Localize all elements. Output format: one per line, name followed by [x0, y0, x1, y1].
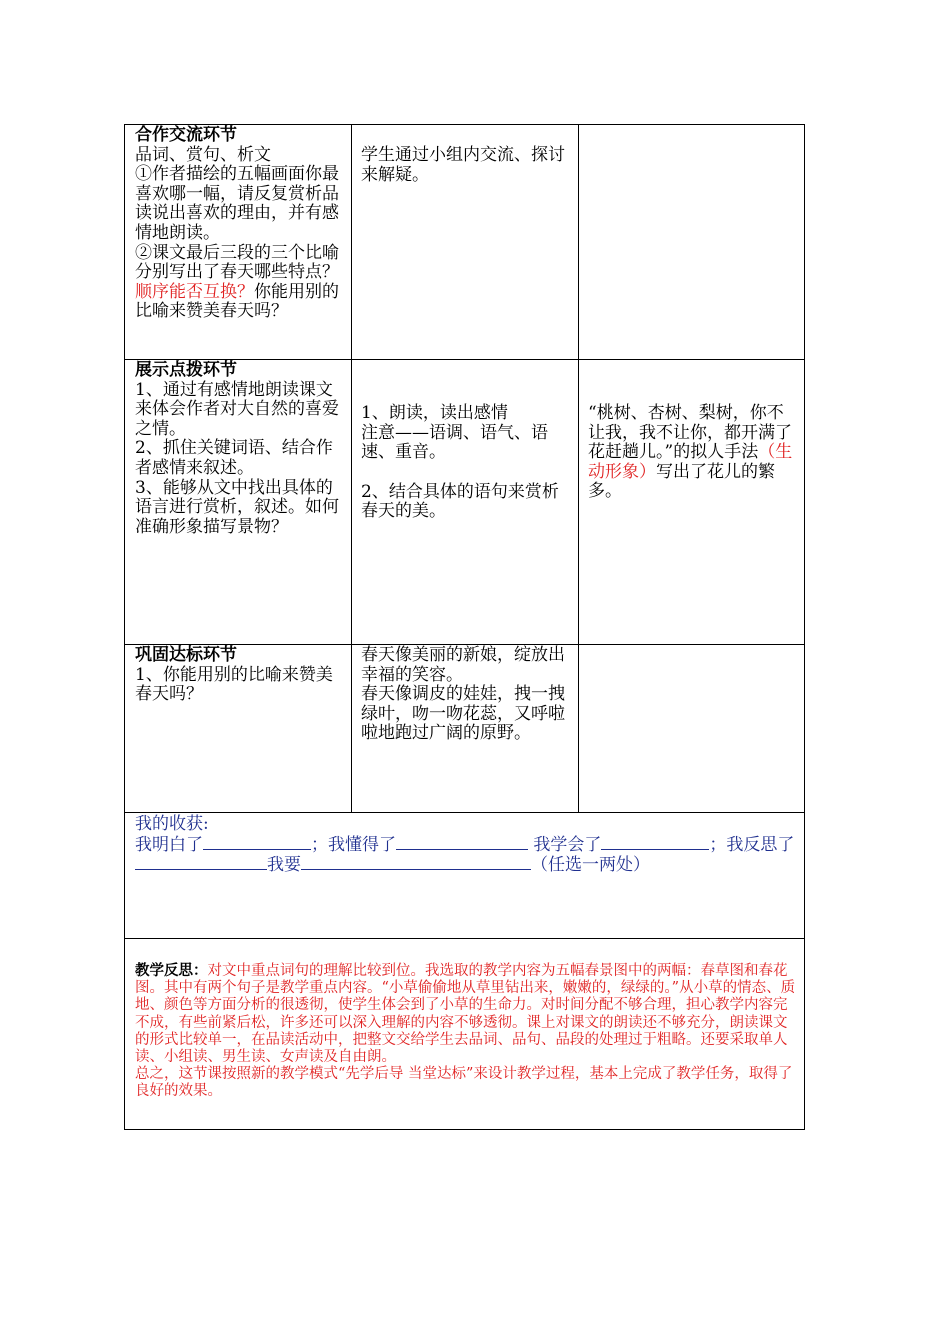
- cooperate-student-cell: [361, 146, 573, 185]
- cooperate-student: 学生通过小组内交流、探讨来解疑。: [361, 145, 565, 185]
- display-p1: 1、通过有感情地朗读课文来体会作者对大自然的喜爱之情。: [135, 379, 339, 439]
- harvest-blank-1[interactable]: [203, 835, 311, 850]
- cooperate-title: 合作交流环节: [135, 125, 237, 145]
- harvest-blank-2[interactable]: [396, 835, 528, 850]
- cooperate-q2-suffix: 你能用别的比喻来赞美春天吗？: [135, 281, 339, 322]
- column-divider-2: [578, 124, 579, 813]
- harvest-s4: ；我反思了: [709, 834, 795, 855]
- reflection-body-paragraph: [135, 962, 799, 1066]
- consolidate-student1: 春天像美丽的新娘，绽放出幸福的笑容。: [361, 645, 565, 685]
- display-note: [588, 404, 800, 502]
- harvest-line1: [135, 835, 801, 876]
- harvest-blank-3[interactable]: [601, 835, 709, 850]
- cooperate-q2-red: 顺序能否互换？: [135, 281, 254, 302]
- cooperate-teacher-cell: [135, 126, 345, 322]
- reflection-summary: 总之，这节课按照新的教学模式“先学后导 当堂达标”来设计教学过程，基本上完成了教学任务，取得了良好的效果。: [135, 1066, 793, 1100]
- display-note-suffix: 写出了花儿的繁多。: [588, 461, 775, 502]
- display-p2: 2、抓住关键词语、结合作者感情来叙述。: [135, 438, 333, 478]
- consolidate-p1: 1、你能用别的比喻来赞美春天吗？: [135, 664, 333, 705]
- consolidate-student-cell: [361, 646, 573, 744]
- reflection-label: 教学反思：: [135, 962, 208, 979]
- harvest-s3: 我学会了: [533, 834, 602, 855]
- display-note-red: （生动形象）: [588, 442, 793, 482]
- harvest-s5: 我要: [267, 855, 301, 876]
- cooperate-q2: [135, 244, 345, 322]
- harvest-s2: ；我懂得了: [311, 834, 396, 855]
- cooperate-q2-prefix: ②课文最后三段的三个比喻分别写出了春天哪些特点？: [135, 242, 339, 283]
- display-teacher-cell: [135, 361, 345, 537]
- display-note-cell: [588, 404, 800, 502]
- table-border-left: [124, 124, 125, 1130]
- display-student3: 2、结合具体的语句来赏析春天的美。: [361, 481, 559, 522]
- harvest-s1: 我明白了: [135, 834, 203, 855]
- harvest-label: 我的收获:: [135, 814, 209, 834]
- consolidate-title: 巩固达标环节: [135, 645, 237, 665]
- display-note-prefix: “桃树、杏树、梨树，你不让我，我不让你，都开满了花赶趟儿。”的拟人手法: [588, 403, 792, 463]
- display-student1: 1、朗读，读出感情: [361, 403, 508, 423]
- display-student-spacer: [361, 463, 573, 483]
- harvest-blank-5[interactable]: [301, 855, 531, 870]
- harvest-cell: [135, 815, 801, 876]
- display-title: 展示点拨环节: [135, 360, 237, 380]
- display-p3: 3、能够从文中找出具体的语言进行赏析，叙述。如何准确形象描写景物？: [135, 477, 339, 537]
- harvest-s6: （任选一两处）: [531, 855, 650, 876]
- cooperate-line1: 品词、赏句、析文: [135, 144, 271, 165]
- display-student2: 注意——语调、语气、语速、重音。: [361, 422, 548, 463]
- column-divider-1: [351, 124, 352, 813]
- harvest-blank-4[interactable]: [135, 855, 267, 870]
- display-student-cell: [361, 404, 573, 522]
- reflection-body: 对文中重点词句的理解比较到位。我选取的教学内容为五幅春景图中的两幅：春草图和春花图。其中有两个句子是教学重点内容。“小草偷偷地从草里钻出来，嫩嫩的，绿绿的。”从小草的情态、质地、颜色等方面分析的很透彻，使学生体会到了小草的生命力。对时间分配不够合理，担心教学内容完不成，有些前紧后松，许多还可以深入理解的内容不够透彻。课上对课文的朗读还不够充分，朗读课文的形式比较单一，在品读活动中，把整文交给学生去品词、品句、品段的处理过于粗略。还要采取单人读、小组读、男生读、女声读及自由朗。: [135, 963, 796, 1066]
- row-divider-3: [124, 812, 805, 813]
- consolidate-student2: 春天像调皮的娃娃，拽一拽绿叶，吻一吻花蕊，又呼啦啦地跑过广阔的原野。: [361, 684, 565, 744]
- table-border-right: [804, 124, 805, 1130]
- cooperate-q1: ①作者描绘的五幅画面你最喜欢哪一幅，请反复赏析品读说出喜欢的理由，并有感情地朗读。: [135, 164, 339, 243]
- consolidate-teacher-cell: [135, 646, 345, 705]
- row-divider-4: [124, 938, 805, 939]
- reflection-cell: [135, 962, 799, 1101]
- table-border-bottom: [124, 1129, 805, 1130]
